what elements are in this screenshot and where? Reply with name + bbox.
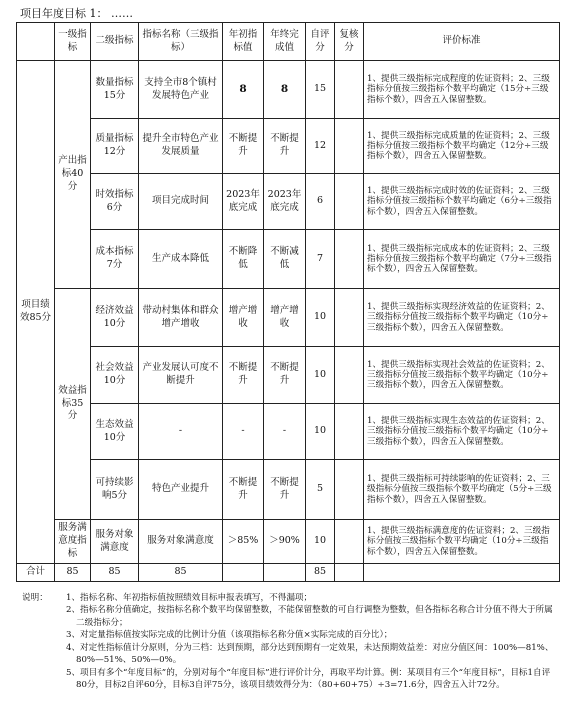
- review-score-cell: [335, 520, 364, 564]
- start-value-cell: 不断提升: [223, 347, 264, 404]
- review-score-cell: [335, 289, 364, 347]
- effect-indicator-cell: 效益指标35分: [55, 289, 91, 520]
- criteria-cell: 1、提供三级指标满意度的佐证资料；2、三级指标分值按三级指标个数平均确定（10分÷三级指标个数），四舍五入保留整数。: [364, 520, 560, 564]
- note-item: 5、项目有多个“年度目标”的，分别对每个“年度目标”进行评价计分，再取平均计算。例：某项目有三个“年度目标”，目标1自评80分，目标2自评60分，目标3自评75分，该项目绩效得分为：（80+60+75）÷3=71.6分，四舍五入计72分。: [66, 667, 551, 691]
- note-item: 3、对定量指标值按实际完成的比例计分值（该项指标名称分值×实际完成的百分比）；: [66, 630, 393, 641]
- total-row: [17, 564, 560, 582]
- level3-cell: 产业发展认可度不断提升: [139, 347, 223, 404]
- performance-table: [16, 22, 560, 582]
- end-value-cell: -: [264, 404, 306, 460]
- review-score-cell: [335, 61, 364, 119]
- level2-cell: 社会效益10分: [91, 347, 139, 404]
- start-value-cell: 8: [223, 61, 264, 119]
- header-start-value: 年初指标值: [223, 23, 264, 61]
- level2-cell: 质量指标12分: [91, 119, 139, 174]
- corner-cell: [17, 23, 55, 61]
- level3-cell: 支持全市8个镇村发展特色产业: [139, 61, 223, 119]
- table-row: [17, 347, 560, 404]
- level3-cell: 带动村集体和群众增产增收: [139, 289, 223, 347]
- self-score-cell: 5: [306, 460, 335, 520]
- self-score-cell: 6: [306, 174, 335, 230]
- table-row: [17, 174, 560, 230]
- table-row: [17, 460, 560, 520]
- level2-cell: 生态效益10分: [91, 404, 139, 460]
- level3-cell: 服务对象满意度: [139, 520, 223, 564]
- self-score-cell: 10: [306, 404, 335, 460]
- table-row: [17, 520, 560, 564]
- annual-goal-title: 项目年度目标 1： ……: [20, 7, 133, 20]
- header-level2: 二级指标: [91, 23, 139, 61]
- level2-cell: 经济效益10分: [91, 289, 139, 347]
- review-score-cell: [335, 460, 364, 520]
- header-row: [17, 23, 560, 61]
- level2-cell: 服务对象满意度: [91, 520, 139, 564]
- level3-cell: -: [139, 404, 223, 460]
- self-score-cell: 12: [306, 119, 335, 174]
- criteria-cell: 1、提供三级指标可持续影响的佐证资料；2、三级指标分值按三级指标个数平均确定（5分÷三级指标个数），四舍五入保留整数。: [364, 460, 560, 520]
- criteria-cell: 1、提供三级指标实现社会效益的佐证资料；2、三级指标分值按三级指标个数平均确定（10分÷三级指标个数），四舍五入保留整数。: [364, 347, 560, 404]
- total-label: 合计: [17, 564, 55, 582]
- project-performance-cell: 项目绩效85分: [17, 61, 55, 564]
- criteria-cell: 1、提供三级指标实现生态效益的佐证资料；2、三级指标分值按三级指标个数平均确定（10分÷三级指标个数），四舍五入保留整数。: [364, 404, 560, 460]
- end-value-cell: 增产增收: [264, 289, 306, 347]
- total-start: [223, 564, 264, 582]
- total-level3: 85: [139, 564, 223, 582]
- criteria-cell: 1、提供三级指标完成质量的佐证资料；2、三级指标分值按三级指标个数平均确定（12分÷三级指标个数），四舍五入保留整数。: [364, 119, 560, 174]
- satisfaction-indicator-cell: 服务满意度指标: [55, 520, 91, 564]
- self-score-cell: 10: [306, 289, 335, 347]
- start-value-cell: 不断提升: [223, 460, 264, 520]
- criteria-cell: 1、提供三级指标完成时效的佐证资料；2、三级指标分值按三级指标个数平均确定（6分÷三级指标个数），四舍五入保留整数。: [364, 174, 560, 230]
- table-row: [17, 119, 560, 174]
- self-score-cell: 7: [306, 230, 335, 289]
- self-score-cell: 10: [306, 347, 335, 404]
- level2-cell: 可持续影响5分: [91, 460, 139, 520]
- criteria-cell: 1、提供三级指标实现经济效益的佐证资料；2、三级指标分值按三级指标个数平均确定（10分÷三级指标个数），四舍五入保留整数。: [364, 289, 560, 347]
- output-indicator-cell: 产出指标40分: [55, 61, 91, 289]
- start-value-cell: 增产增收: [223, 289, 264, 347]
- end-value-cell: 8: [264, 61, 306, 119]
- total-level2: 85: [91, 564, 139, 582]
- header-review-score: 复核分: [335, 23, 364, 61]
- end-value-cell: 不断提升: [264, 460, 306, 520]
- criteria-cell: 1、提供三级指标完成成本的佐证资料；2、三级指标分值按三级指标个数平均确定（7分÷三级指标个数），四舍五入保留整数。: [364, 230, 560, 289]
- total-self-score: 85: [306, 564, 335, 582]
- level2-cell: 成本指标7分: [91, 230, 139, 289]
- review-score-cell: [335, 230, 364, 289]
- header-level3: 指标名称（三级指标）: [139, 23, 223, 61]
- total-level1: 85: [55, 564, 91, 582]
- end-value-cell: 不断提升: [264, 119, 306, 174]
- end-value-cell: 不断减低: [264, 230, 306, 289]
- start-value-cell: -: [223, 404, 264, 460]
- end-value-cell: 2023年底完成: [264, 174, 306, 230]
- total-end: [264, 564, 306, 582]
- table-row: [17, 404, 560, 460]
- level3-cell: 项目完成时间: [139, 174, 223, 230]
- level3-cell: 生产成本降低: [139, 230, 223, 289]
- header-end-value: 年终完成值: [264, 23, 306, 61]
- total-review: [335, 564, 364, 582]
- table-row: [17, 230, 560, 289]
- start-value-cell: 2023年底完成: [223, 174, 264, 230]
- level2-cell: 数量指标15分: [91, 61, 139, 119]
- self-score-cell: 10: [306, 520, 335, 564]
- note-item: 2、指标名称分值确定，按指标名称个数平均保留整数，不能保留整数的可自行调整为整数，但各指标名称合计分值不得大于所属二级指标分；: [66, 605, 553, 628]
- notes-section: [22, 592, 557, 692]
- header-self-score: 自评分: [306, 23, 335, 61]
- table-row: [17, 289, 560, 347]
- level2-cell: 时效指标6分: [91, 174, 139, 230]
- note-item: 1、指标名称、年初指标值按照绩效目标申报表填写，不得漏项；: [66, 593, 313, 603]
- self-score-cell: 15: [306, 61, 335, 119]
- total-criteria: [364, 564, 560, 582]
- notes-list: [22, 592, 557, 692]
- header-level1: 一级指标: [55, 23, 91, 61]
- notes-label: 说明：: [22, 593, 48, 603]
- review-score-cell: [335, 119, 364, 174]
- start-value-cell: ＞85%: [223, 520, 264, 564]
- criteria-cell: 1、提供三级指标完成程度的佐证资料；2、三级指标分值按三级指标个数平均确定（15分÷三级指标个数），四舍五入保留整数。: [364, 61, 560, 119]
- table-row: [17, 61, 560, 119]
- end-value-cell: ＞90%: [264, 520, 306, 564]
- note-item: 4、对定性指标值计分原则，分为三档：达到预期，部分达到预期有一定效果，未达预期效益差：对应分值区间：100%—81%、80%—51%、50%—0%。: [66, 642, 554, 666]
- start-value-cell: 不断提升: [223, 119, 264, 174]
- review-score-cell: [335, 174, 364, 230]
- review-score-cell: [335, 347, 364, 404]
- end-value-cell: 不断提升: [264, 347, 306, 404]
- start-value-cell: 不断降低: [223, 230, 264, 289]
- review-score-cell: [335, 404, 364, 460]
- level3-cell: 提升全市特色产业发展质量: [139, 119, 223, 174]
- level3-cell: 特色产业提升: [139, 460, 223, 520]
- header-criteria: 评价标准: [364, 23, 560, 61]
